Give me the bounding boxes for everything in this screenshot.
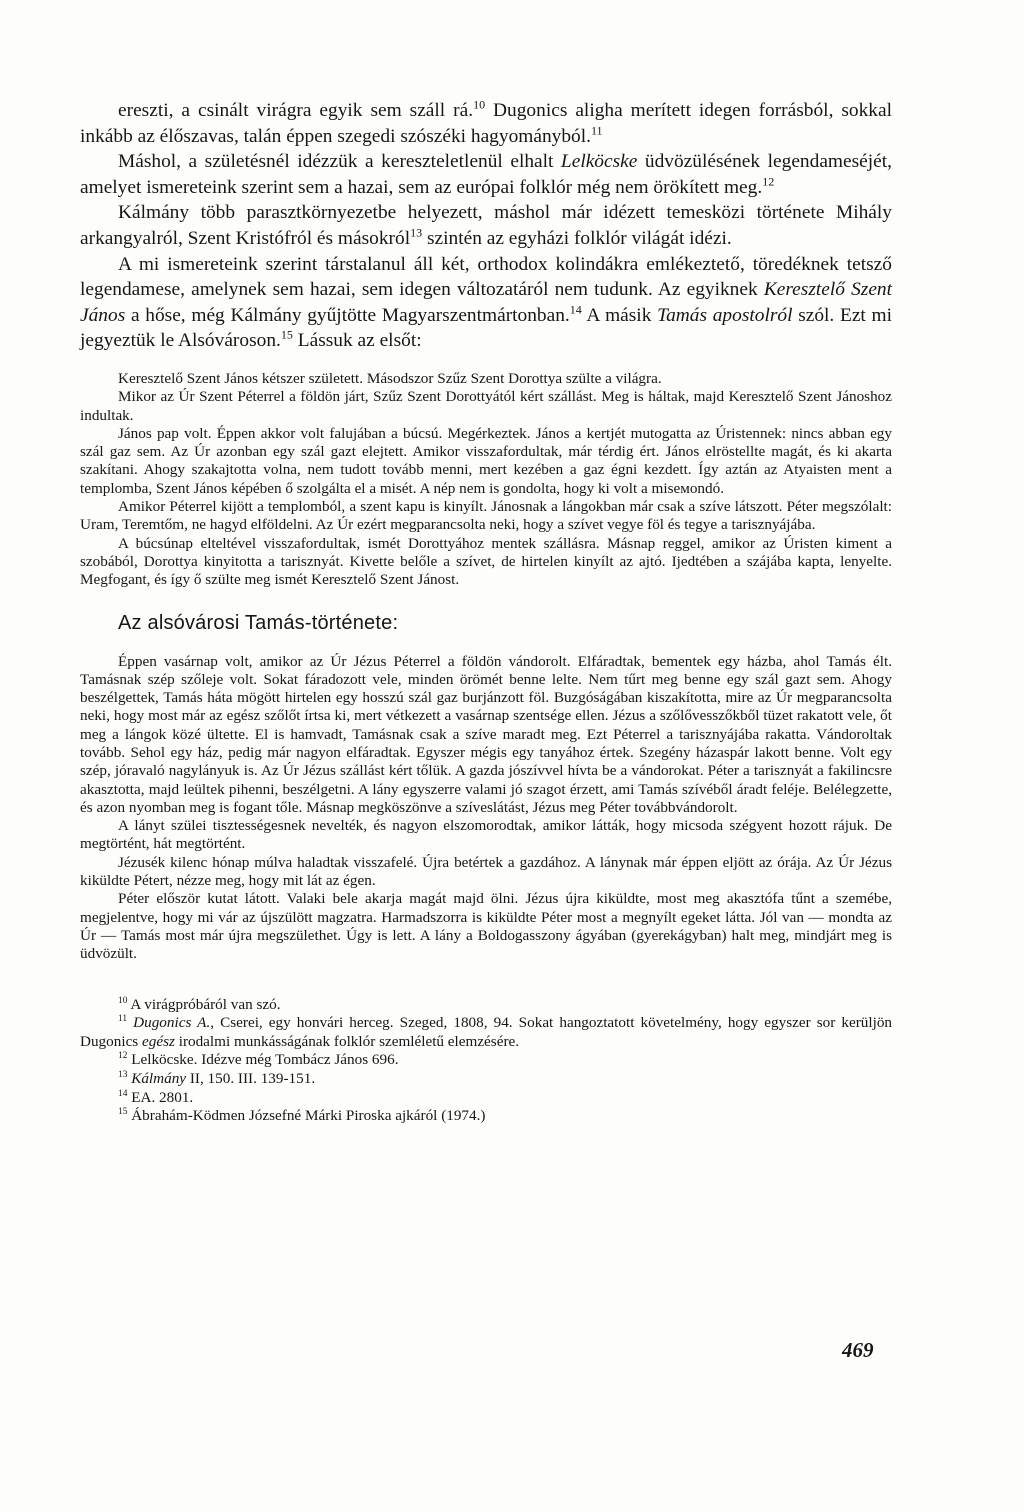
- text-run: Cserei, egy honvári herceg. Szeged, 1808, 94. Sokat hangoztatott követelmény, hogy egyszer sor kerüljön Dugonics: [80, 1014, 893, 1050]
- text-run: A búcsúnap elteltével visszafordultak, ismét Dorottyához mentek szállásra. Másnap reggel, amikor az Úristen kiment a szobából, Dorottya kinyitotta a tarisznyát. Kivette belőle a szívet, de hirtelen kinyílt az ajtó. Ijedtében a szájába kapta, lenyelte. Megfogant, és így ő szülte meg ismét Keresztelő Szent Jánost.: [80, 534, 892, 589]
- paragraph: [80, 425, 892, 498]
- paragraph: [80, 1089, 892, 1108]
- text-run: a hőse, még Kálmány gyűjtötte Magyarszentmártonban.: [125, 304, 570, 326]
- footnote-ref: 12: [762, 174, 775, 189]
- paragraph: [80, 653, 892, 818]
- italic-text: egész: [142, 1032, 175, 1050]
- text-run: Lássuk az elsőt:: [292, 330, 422, 352]
- paragraph: [80, 535, 892, 590]
- paragraph: [80, 996, 892, 1015]
- footnote-ref: 10: [118, 995, 128, 1006]
- text-run: II, 150. III. 139-151.: [186, 1069, 316, 1087]
- text-run: szintén az egyházi folklór világát idézi.: [422, 227, 732, 249]
- text-run: Dugonics aligha merített idegen forrásból, sokkal inkább az élőszavas, talán éppen szegedi szószéki hagyományból.: [80, 100, 892, 147]
- paragraph: [80, 200, 892, 251]
- footnote-ref: 14: [118, 1088, 128, 1099]
- footnote-ref: 13: [118, 1069, 128, 1080]
- footnotes: [80, 996, 892, 1126]
- page-number: 469: [842, 1338, 874, 1362]
- paragraph: [80, 1051, 892, 1070]
- text-run: Péter először kutat látott. Valaki bele akarja magát majd ölni. Jézus újra kiküldte, most meg akasztófa tűnt a szemébe, megjelentve, hogy mi vár az újszülött magzatra. Harmadszorra is kiküldte Péter most a megnyílt egeket látta. Jól van — mondta az Úr — Tamás most már újra megszülethet. Úgy is lett. A lány a Boldogasszony ágyában (gyerekágyban) halt meg, mindjárt meg is üdvözült.: [80, 890, 892, 963]
- text-run: Máshol, a születésnél idézzük a kereszteletlenül elhalt: [118, 151, 561, 173]
- paragraph: [80, 370, 892, 388]
- paragraph: [80, 1014, 892, 1051]
- paragraph: [80, 388, 892, 425]
- paragraph: [80, 1070, 892, 1089]
- text-run: ereszti, a csinált virágra egyik sem száll rá.: [118, 100, 474, 121]
- paragraph: [80, 890, 892, 963]
- italic-text: Lelköcske: [560, 151, 638, 173]
- paragraph: [80, 98, 892, 149]
- footnote-ref: 14: [569, 302, 582, 317]
- italic-text: Tamás apostolról: [657, 304, 793, 326]
- paragraph: [80, 854, 892, 891]
- text-run: irodalmi munkásságának folklór szemléletű elemzésére.: [174, 1032, 520, 1050]
- main-text: [80, 98, 892, 354]
- text-run: A másik: [581, 304, 658, 326]
- footnote-ref: 10: [473, 97, 486, 112]
- text-run: EA. 2801.: [127, 1088, 194, 1106]
- footnote-ref: 12: [118, 1051, 128, 1062]
- paragraph: [80, 498, 892, 535]
- footnote-ref: 15: [280, 327, 293, 342]
- text-run: Kálmány több parasztkörnyezetbe helyezett, máshol már idézett temesközi története Mihály arkangyalról, Szent Kristófról és másokról: [80, 202, 892, 249]
- text-run: üdvözülésének legendameséjét, amelyet ismereteink szerint sem a hazai, sem az európai folklór még nem örökített meg.: [80, 151, 892, 198]
- legend-quote-john-the-baptist: [80, 370, 892, 590]
- footnote-ref: 15: [118, 1107, 128, 1118]
- italic-text: Kálmány: [131, 1069, 187, 1087]
- paragraph: [80, 1107, 892, 1126]
- text-run: Ábrahám-Ködmen Józsefné Márki Piroska ajkáról (1974.): [127, 1107, 486, 1125]
- section-heading: Az alsóvárosi Tamás-története:: [118, 611, 399, 634]
- text-run: Keresztelő Szent János kétszer született. Másodszor Szűz Szent Dorottya szülte a világra.: [118, 369, 662, 387]
- text-run: Amikor Péterrel kijött a templomból, a szent kapu is kinyílt. Jánosnak a lángokban már csak a szíve látszott. Péter megszólalt: Uram, Teremtőm, ne hagyd elföldelni. Az Úr ezért megparancsolta neki, hogy a szívet vegye föl és tegye a tarisznyájába.: [80, 498, 892, 534]
- paragraph: [80, 252, 892, 354]
- text-run: A mi ismereteink szerint társtalanul áll két, orthodox kolindákra emlékeztető, töredéknek tetsző legendamese, amelynek sem hazai, sem idegen változatáról nem tudunk. Az egyiknek: [80, 253, 892, 301]
- page-content: [80, 98, 892, 1126]
- footnote-ref: 11: [118, 1014, 128, 1025]
- text-run: szól. Ezt mi jegyeztük le Alsóvároson.: [80, 304, 892, 352]
- text-run: A virágpróbáról van szó.: [127, 995, 281, 1013]
- legend-quote-thomas: [80, 653, 892, 964]
- text-run: Mikor az Úr Szent Péterrel a földön járt, Szűz Szent Dorottyától kért szállást. Meg is háltak, majd Keresztelő Szent Jánoshoz indultak.: [80, 388, 892, 424]
- text-run: Lelköcske. Idézve még Tombácz János 696.: [127, 1051, 399, 1069]
- italic-text: Keresztelő Szent János: [80, 279, 893, 326]
- italic-text: Dugonics A.,: [133, 1014, 215, 1032]
- text-run: A lányt szülei tisztességesnek nevelték, és nagyon elszomorodtak, amikor látták, hogy micsoda szégyent hozott rájuk. De megtörtént, hát megtörtént.: [80, 817, 892, 853]
- text-run: János pap volt. Éppen akkor volt falujában a búcsú. Megérkeztek. János a kertjét mutogatta az Úristennek: nincs abban egy szál gaz sem. Az Úr azonban egy szál gazt elejtett. Amikor visszafordultak, már térdig ért. János elröstellte magát, és ki akarta szakítani. Ahogy szakajtotta volna, nem tudott tovább menni, mert kezében a gaz égni kezdett. Így aztán az Atyaisten ment a templomba, Szent János képében ő szolgálta el a misét. A nép nem is gondolta, hogy ki volt a miseмondó.: [80, 424, 892, 497]
- paragraph: [80, 149, 892, 200]
- text-run: Éppen vasárnap volt, amikor az Úr Jézus Péterrel a földön vándorolt. Elfáradtak, bementek egy házba, ahol Tamás élt. Tamásnak szép szőleje volt. Sokat fáradozott vele, minden örömét benne lelte. Nem tűrt meg benne egy szál gazt sem. Ahogy beszélgettek, Tamás háta mögött hirtelen egy hosszú szál gaz burjánzott föl. Buzgóságában kiszakította, mire az Úr megparancsolta neki, hogy most már az egész szőlőt írtsa ki, mert vétkezett a vasárnap szentsége ellen. Jézus a szőlővesszőkből tüzet rakatott vele, őt meg a lángok közé ültette. El is hamvadt, Tamásnak csak a szíve maradt meg. Ezt Péterrel a tarisznyájába rakatta. Vándoroltak tovább. Sehol egy ház, pedig már nagyon elfáradtak. Egyszer mégis egy tanyához értek. Szegény házaspár lakott benne. Volt egy szép, jóravaló nagylányuk is. Az Úr Jézus szállást kért tőlük. A gazda jószívvel hívta be a vándorokat. Péter a tarisznyát a fakilincsre akasztotta, majd leültek pihenni, beszélgetni. A lány egyszerre valami jó szagot érzett, ami Tamás szívéből áradt feléje. Belélegzette, és azon nyomban meg is fogant tőle. Másnap megköszönve a szíveslátást, Jézus meg Péter továbbvándorolt.: [80, 652, 892, 816]
- footnote-ref: 13: [410, 225, 423, 240]
- paragraph: [80, 817, 892, 854]
- footnote-ref: 11: [590, 123, 603, 138]
- text-run: Jézusék kilenc hónap múlva haladtak visszafelé. Újra betértek a gazdához. A lánynak már éppen eljött az órája. Az Úr Jézus kiküldte Pétert, nézze meg, hogy mit lát az égen.: [80, 853, 892, 890]
